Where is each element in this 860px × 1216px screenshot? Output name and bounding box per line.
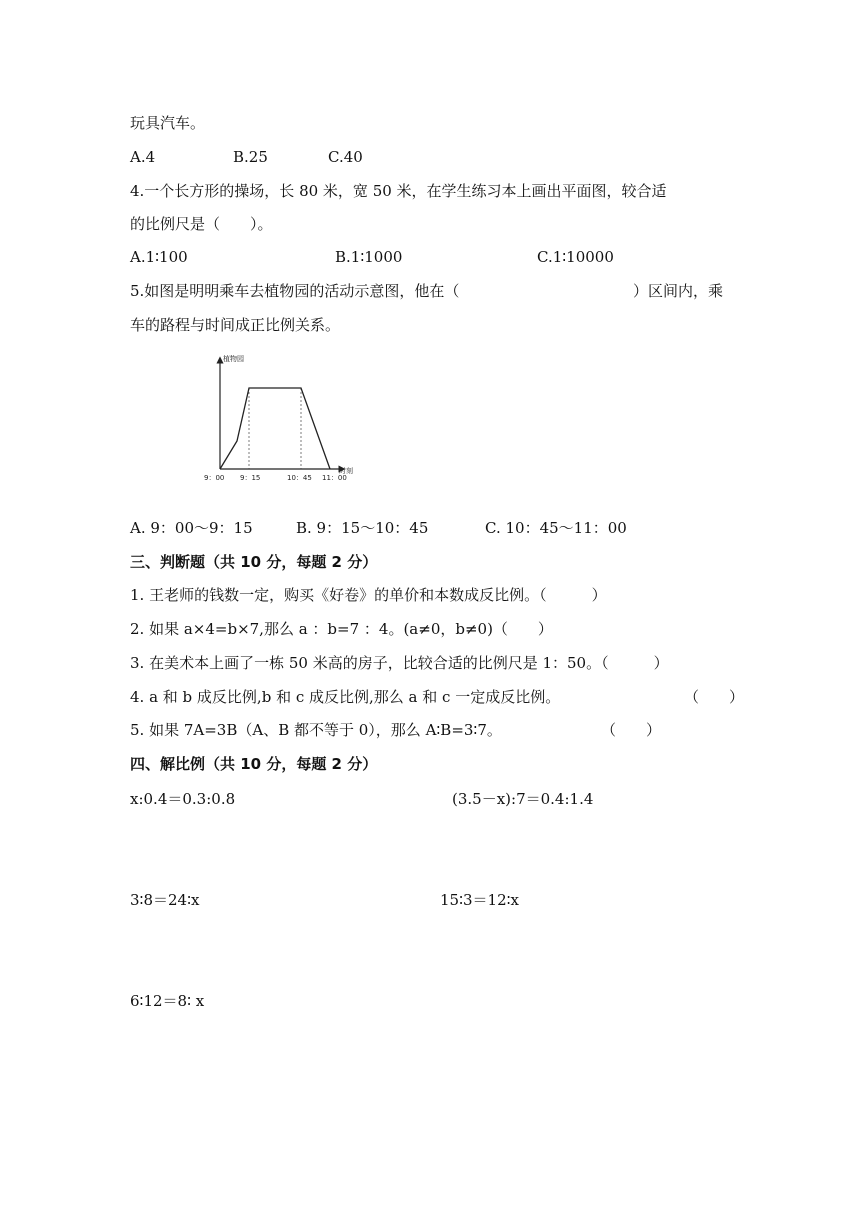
q5-option-a: A. 9：00～9：15 xyxy=(130,519,253,537)
q4-line1: 4.一个长方形的操场，长 80 米，宽 50 米，在学生练习本上画出平面图，较合适 xyxy=(130,182,667,200)
trip-chart xyxy=(200,348,360,488)
judge-item-2: 2. 如果 a×4=b×7,那么 a ：b=7 ：4。(a≠0，b≠0)（ ） xyxy=(130,620,553,638)
q4-option-a: A.1∶100 xyxy=(130,248,188,266)
trip-line xyxy=(220,388,330,469)
q3-option-b: B.25 xyxy=(233,148,268,166)
q5-option-b: B. 9：15～10：45 xyxy=(296,519,429,537)
q3-option-a: A.4 xyxy=(130,148,156,166)
x-axis-label: 时刻 xyxy=(339,467,353,475)
tick-9-15: 9：15 xyxy=(240,474,261,482)
proportion-eq-1: x:0.4＝0.3:0.8 xyxy=(130,790,236,808)
proportion-eq-3: 3∶8＝24∶x xyxy=(130,891,200,909)
proportion-eq-4: 15∶3＝12∶x xyxy=(440,891,519,909)
tick-10-45: 10：45 xyxy=(287,474,312,482)
q4-line2: 的比例尺是（ ）。 xyxy=(130,215,273,233)
section4-title: 四、解比例（共 10 分，每题 2 分） xyxy=(130,755,378,773)
q5-line1-a: 5.如图是明明乘车去植物园的活动示意图，他在（ xyxy=(130,282,460,300)
judge-item-1: 1. 王老师的钱数一定，购买《好卷》的单价和本数成反比例。（ ） xyxy=(130,586,607,604)
judge-item-5-paren: （ ） xyxy=(601,721,662,739)
proportion-eq-2: (3.5－x):7＝0.4:1.4 xyxy=(452,790,594,808)
y-axis-label: 植物园 xyxy=(223,355,244,363)
q5-option-c: C. 10：45～11：00 xyxy=(485,519,627,537)
question-continuation: 玩具汽车。 xyxy=(130,114,206,132)
section3-title: 三、判断题（共 10 分，每题 2 分） xyxy=(130,553,378,571)
judge-item-4: 4. a 和 b 成反比例,b 和 c 成反比例,那么 a 和 c 一定成反比例。 xyxy=(130,688,561,706)
q5-line1-b: ）区间内，乘 xyxy=(633,282,724,300)
tick-11-00: 11：00 xyxy=(322,474,347,482)
judge-item-5: 5. 如果 7A=3B（A、B 都不等于 0），那么 A∶B=3∶7。 xyxy=(130,721,502,739)
judge-item-4-paren: （ ） xyxy=(684,688,745,706)
tick-9-00: 9：00 xyxy=(204,474,225,482)
q4-option-c: C.1∶10000 xyxy=(537,248,614,266)
q4-option-b: B.1∶1000 xyxy=(335,248,403,266)
q3-option-c: C.40 xyxy=(328,148,363,166)
proportion-eq-5: 6∶12＝8∶ x xyxy=(130,992,205,1010)
q5-line2: 车的路程与时间成正比例关系。 xyxy=(130,316,341,334)
judge-item-3: 3. 在美术本上画了一栋 50 米高的房子，比较合适的比例尺是 1：50。（ ） xyxy=(130,654,669,672)
